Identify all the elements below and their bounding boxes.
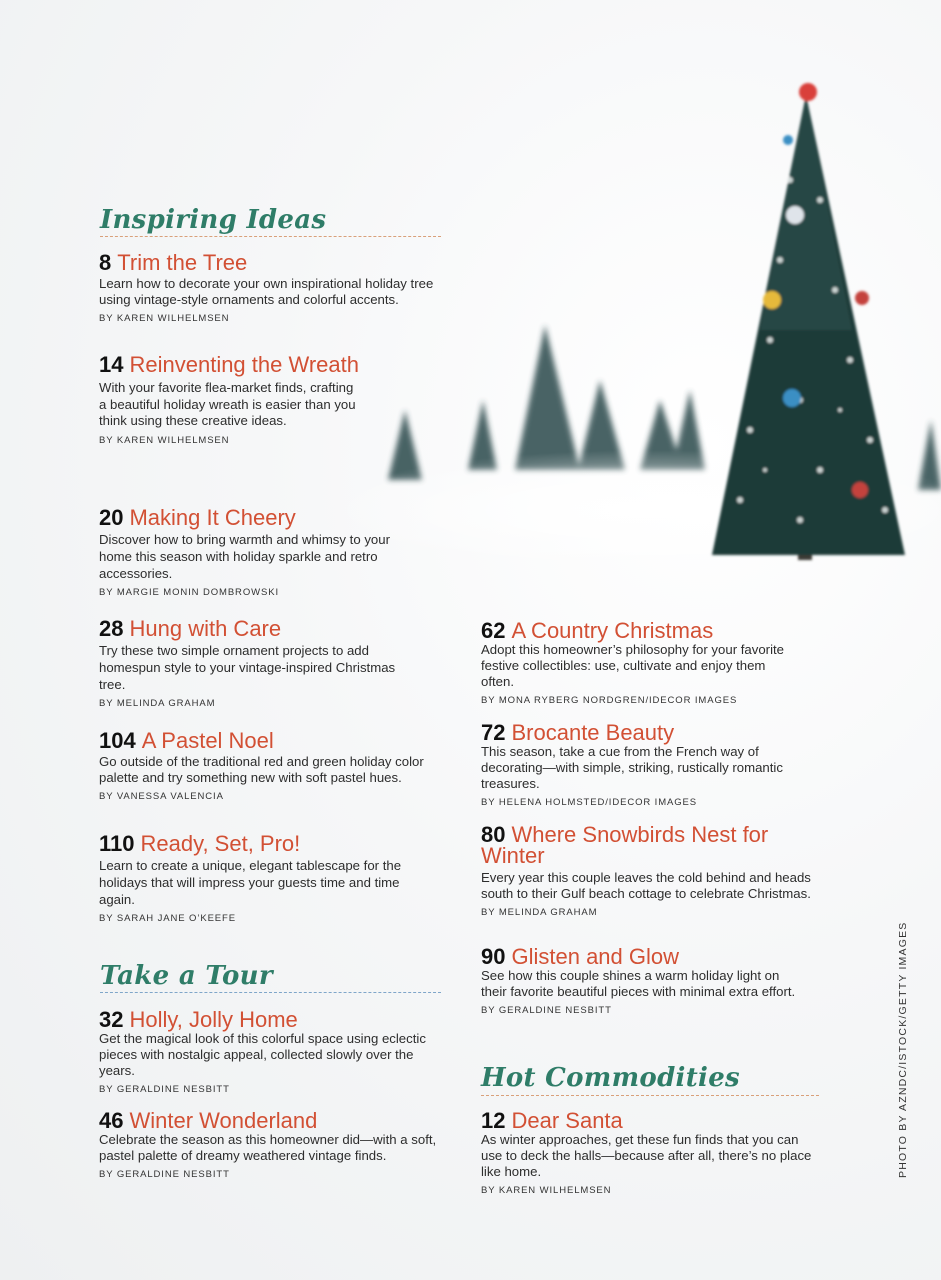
page-number: 12 [481, 1108, 506, 1133]
article-description: Adopt this homeowner’s philosophy for your favorite festive collectibles: use, cultivate and enjoy them often. [481, 642, 784, 689]
toc-entry[interactable] [99, 833, 439, 924]
article-title: Reinventing the Wreath [129, 352, 359, 377]
page-number: 8 [99, 250, 112, 275]
article-description: Learn to create a unique, elegant tablescape for the holidays that will impress your guests time and time again. [99, 858, 402, 907]
section-divider [100, 992, 441, 993]
article-description: Celebrate the season as this homeowner did—with a soft, pastel palette of dreamy weathered vintage finds. [99, 1132, 437, 1163]
toc-entry[interactable] [99, 1009, 439, 1095]
article-title: Where Snowbirds Nest for Winter [481, 822, 769, 868]
article-title: Dear Santa [511, 1108, 623, 1133]
byline: BY KAREN WILHELMSEN [99, 434, 230, 446]
byline: BY MELINDA GRAHAM [481, 907, 598, 918]
article-title: Glisten and Glow [511, 944, 680, 969]
toc-entry[interactable] [481, 946, 806, 1016]
article-description: Discover how to bring warmth and whimsy to your home this season with holiday sparkle and retro accessories. [99, 532, 390, 581]
toc-entry[interactable] [481, 722, 786, 808]
toc-entry[interactable] [99, 1110, 444, 1180]
article-title: Hung with Care [129, 616, 282, 641]
photo-credit: PHOTO BY AZNDC/ISTOCK/GETTY IMAGES [897, 921, 909, 1178]
byline: BY KAREN WILHELMSEN [481, 1185, 612, 1196]
article-description: Try these two simple ornament projects to add homespun style to your vintage-inspired Christmas tree. [99, 643, 396, 692]
page-number: 14 [99, 352, 124, 377]
byline: BY MARGIE MONIN DOMBROWSKI [99, 587, 279, 598]
byline: BY GERALDINE NESBITT [99, 1169, 230, 1180]
page-number: 104 [99, 728, 136, 753]
toc-entry[interactable] [99, 730, 429, 802]
byline: BY SARAH JANE O’KEEFE [99, 913, 236, 924]
toc-entry[interactable] [481, 620, 796, 706]
toc-entry[interactable] [481, 824, 816, 918]
page-number: 110 [99, 831, 135, 856]
article-title: Making It Cheery [129, 505, 296, 530]
section-title-take-a-tour: Take a Tour [100, 961, 273, 991]
section-divider [481, 1095, 819, 1096]
article-description: This season, take a cue from the French way of decorating—with simple, striking, rustically romantic treasures. [481, 744, 783, 791]
article-title: Holly, Jolly Home [129, 1007, 298, 1032]
byline: BY KAREN WILHELMSEN [99, 313, 230, 324]
toc-entry[interactable] [99, 252, 434, 324]
section-title-inspiring-ideas: Inspiring Ideas [100, 205, 327, 235]
article-title: Brocante Beauty [511, 720, 675, 745]
article-description: See how this couple shines a warm holiday light on their favorite beautiful pieces with minimal extra effort. [481, 968, 796, 999]
section-title-hot-commodities: Hot Commodities [481, 1063, 740, 1093]
page-number: 46 [99, 1108, 124, 1133]
page-number: 80 [481, 822, 506, 847]
section-divider [100, 236, 441, 237]
article-title: Ready, Set, Pro! [140, 831, 301, 856]
article-description: As winter approaches, get these fun finds that you can use to deck the halls—because after all, there’s no place like home. [481, 1132, 812, 1179]
article-title: A Pastel Noel [141, 728, 274, 753]
toc-entry[interactable] [99, 618, 409, 709]
page-number: 72 [481, 720, 506, 745]
article-title: A Country Christmas [511, 618, 714, 643]
article-description: Learn how to decorate your own inspirational holiday tree using vintage-style ornaments and colorful accents. [99, 276, 434, 307]
page-number: 32 [99, 1007, 124, 1032]
byline: BY GERALDINE NESBITT [99, 1084, 230, 1095]
byline: BY VANESSA VALENCIA [99, 791, 224, 802]
byline: BY GERALDINE NESBITT [481, 1005, 612, 1016]
toc-entry[interactable] [99, 354, 359, 446]
byline: BY MONA RYBERG NORDGREN/IDECOR IMAGES [481, 695, 738, 706]
byline: BY HELENA HOLMSTED/IDECOR IMAGES [481, 797, 698, 808]
article-description: Get the magical look of this colorful space using eclectic pieces with nostalgic appeal, collected slowly over the years. [99, 1031, 426, 1078]
toc-entry[interactable] [99, 507, 424, 598]
article-description: With your favorite flea-market finds, crafting a beautiful holiday wreath is easier than you think using these creative ideas. [99, 380, 356, 428]
toc-entry[interactable] [481, 1110, 821, 1196]
article-description: Go outside of the traditional red and green holiday color palette and try something new with soft pastel hues. [99, 754, 424, 785]
page-number: 62 [481, 618, 506, 643]
page-number: 90 [481, 944, 506, 969]
article-title: Winter Wonderland [129, 1108, 318, 1133]
byline: BY MELINDA GRAHAM [99, 698, 216, 709]
article-description: Every year this couple leaves the cold behind and heads south to their Gulf beach cottage to celebrate Christmas. [481, 870, 811, 901]
page-number: 28 [99, 616, 124, 641]
article-title: Trim the Tree [117, 250, 248, 275]
page-number: 20 [99, 505, 124, 530]
